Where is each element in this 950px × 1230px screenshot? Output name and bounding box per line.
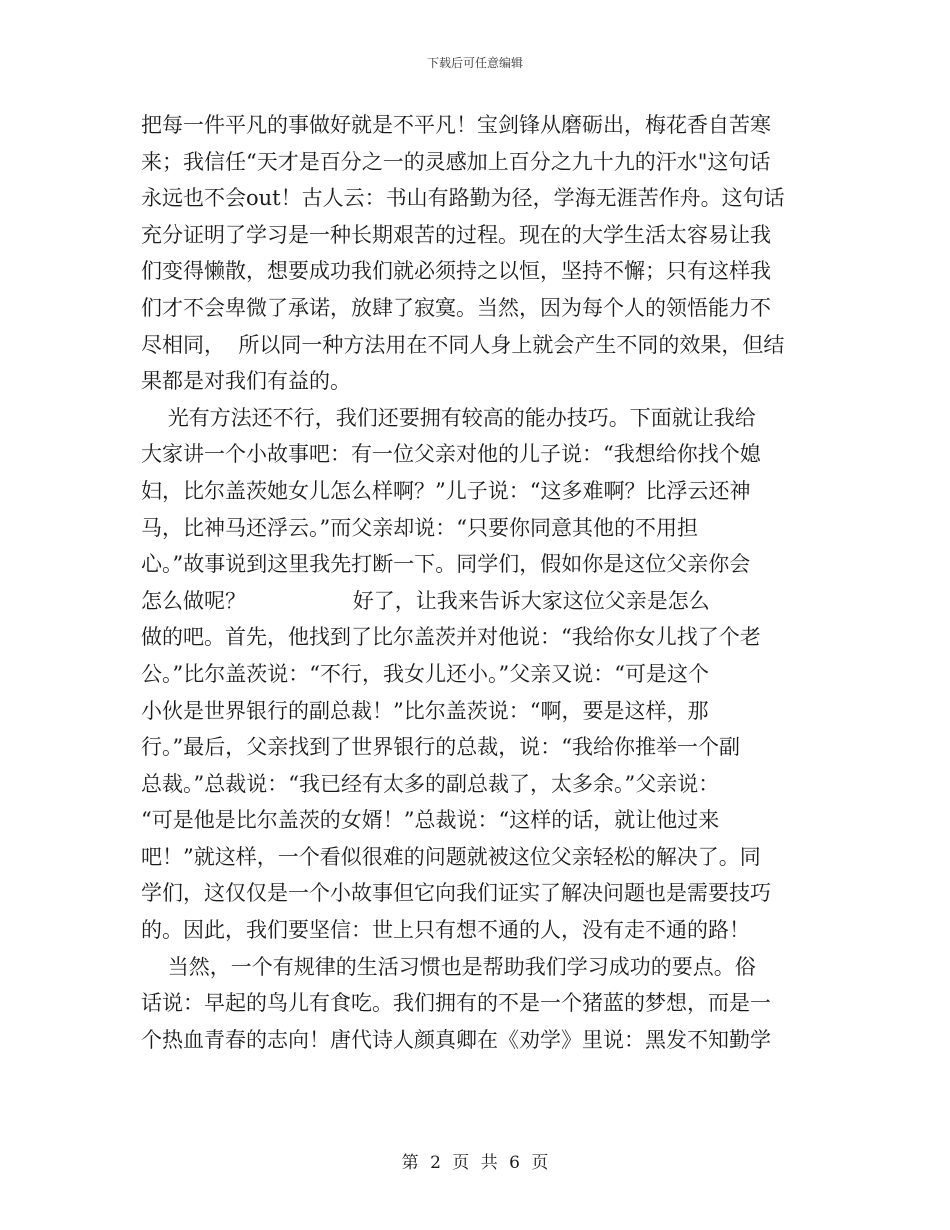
text-line: 的。因此，我们要坚信：世上只有想不通的人，没有走不通的路！ (141, 918, 750, 943)
text-line: 吧！”就这样，一个看似很难的问题就被这位父亲轻松的解决了。同 (141, 844, 761, 869)
text-line: 永远也不会out！古人云：书山有路勤为径，学海无涯苦作舟。这句话 (141, 186, 785, 211)
text-line: 充分证明了学习是一种长期艰苦的过程。现在的大学生活太容易让我 (141, 222, 771, 247)
text-line: 马，比神马还浮云。”而父亲却说：“只要你同意其他的不用担 (141, 515, 698, 540)
text-line: 把每一件平凡的事做好就是不平凡！宝剑锋从磨砺出，梅花香自苦寒 (141, 113, 771, 137)
text-line: 们变得懒散，想要成功我们就必须持之以恒，坚持不懈；只有这样我 (141, 259, 771, 284)
text-line: 心。”故事说到这里我先打断一下。同学们，假如你是这位父亲你会 (141, 552, 751, 577)
text-line: 公。”比尔盖茨说：“不行，我女儿还小。”父亲又说：“可是这个 (141, 661, 709, 686)
text-line: 话说：早起的鸟儿有食吃。我们拥有的不是一个猪蓝的梦想，而是一 (141, 991, 771, 1016)
text-line: 妇，比尔盖茨她女儿怎么样啊？”儿子说：“这多难啊？比浮云还神 (141, 478, 751, 503)
text-line: 怎么做呢？ 好了，让我来告诉大家这位父亲是怎么 (141, 588, 710, 613)
text-line: 行。”最后，父亲找到了世界银行的总裁，说：“我给你推举一个副 (141, 735, 740, 760)
page-header: 下载后可任意编辑 (426, 56, 523, 70)
text-line: 个热血青春的志向！唐代诗人颜真卿在《劝学》里说：黑发不知勤学 (141, 1027, 771, 1052)
text-line: 们才不会卑微了承诺，放肆了寂寞。当然，因为每个人的领悟能力不 (141, 295, 771, 320)
text-line: “可是他是比尔盖茨的女婿！”总裁说：“这样的话，就让他过来 (141, 808, 720, 833)
document-body (141, 107, 811, 1058)
text-line: 光有方法还不行，我们还要拥有较高的能办技巧。下面就让我给 (141, 405, 756, 430)
text-line: 学们，这仅仅是一个小故事但它向我们证实了解决问题也是需要技巧 (141, 881, 771, 906)
text-line: 小伙是世界银行的副总裁！”比尔盖茨说：“啊，要是这样，那 (141, 698, 709, 723)
text-line: 当然，一个有规律的生活习惯也是帮助我们学习成功的要点。俗 (141, 954, 756, 979)
text-line: 尽相同， 所以同一种方法用在不同人身上就会产生不同的效果，但结 (141, 332, 785, 357)
text-line: 大家讲一个小故事吧：有一位父亲对他的儿子说：“我想给你找个媳 (141, 442, 761, 467)
text-line: 总裁。”总裁说：“我已经有太多的副总裁了，太多余。”父亲说： (141, 771, 720, 796)
page-number: 第 2 页 共 6 页 (401, 1153, 549, 1173)
text-line: 果都是对我们有益的。 (141, 369, 351, 394)
text-line: 来；我信任“天才是百分之一的灵感加上百分之九十九的汗水"这句话 (141, 149, 771, 174)
text-line: 做的吧。首先，他找到了比尔盖茨并对他说：“我给你女儿找了个老 (141, 625, 761, 650)
